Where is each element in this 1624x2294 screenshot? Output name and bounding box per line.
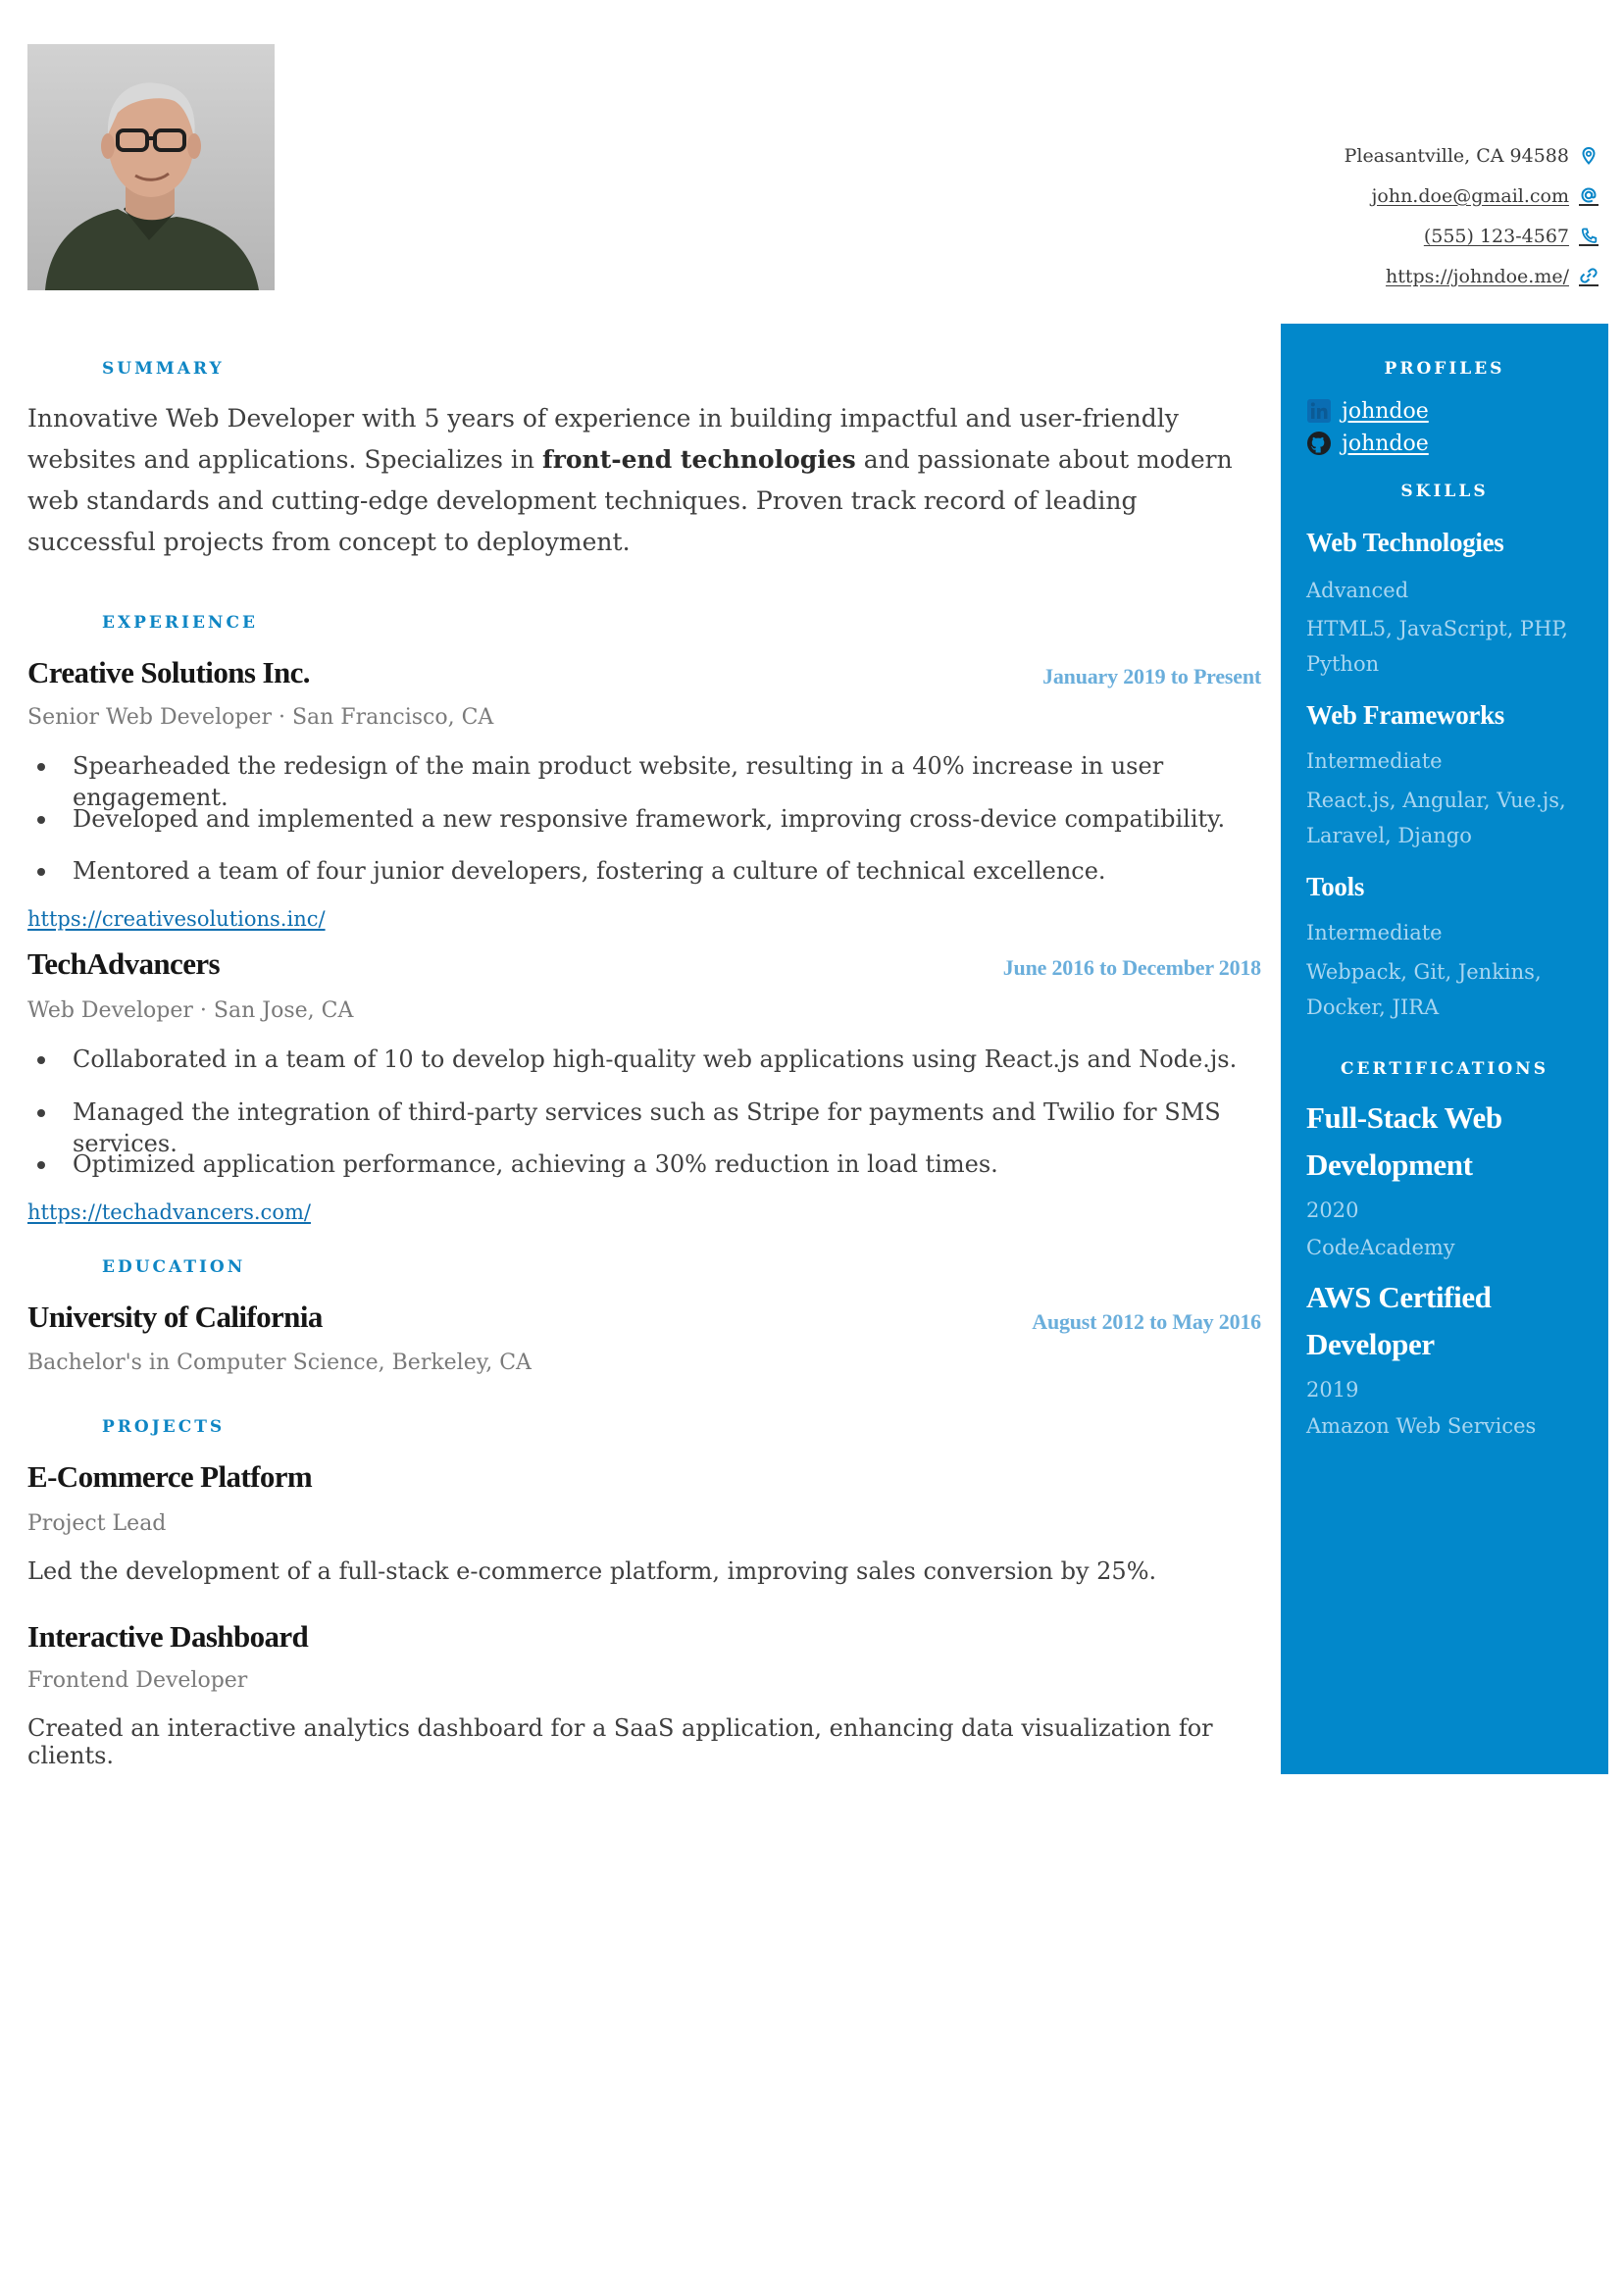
- certification-year: 2019: [1306, 1378, 1359, 1402]
- education-dates: August 2012 to May 2016: [1032, 1309, 1261, 1334]
- skill-keywords: Webpack, Git, Jenkins, Docker, JIRA: [1306, 960, 1542, 1019]
- certification-year: 2020: [1306, 1198, 1359, 1222]
- company-url-link[interactable]: https://creativesolutions.inc/: [27, 907, 326, 931]
- job-dates: January 2019 to Present: [1042, 664, 1261, 688]
- email-link[interactable]: john.doe@gmail.com: [1371, 184, 1569, 207]
- list-item: Developed and implemented a new responsive framework, improving cross-device compatibility.: [27, 803, 1263, 856]
- contact-phone: [1010, 216, 1599, 256]
- job-dates: June 2016 to December 2018: [1002, 955, 1261, 980]
- website-link[interactable]: https://johndoe.me/: [1386, 265, 1569, 287]
- list-item: Collaborated in a team of 10 to develop high-quality web applications using React.js and Node.js.: [27, 1044, 1263, 1096]
- list-item: Spearheaded the redesign of the main product website, resulting in a 40% increase in user engagement.: [27, 750, 1263, 803]
- person-portrait-icon: [27, 44, 275, 290]
- skill-level: Intermediate: [1306, 921, 1443, 944]
- education-heading: EDUCATION: [102, 1257, 246, 1277]
- list-item: Mentored a team of four junior developers, fostering a culture of technical excellence.: [27, 855, 1263, 908]
- company-name: TechAdvancers: [27, 946, 221, 981]
- project-name: Interactive Dashboard: [27, 1619, 309, 1654]
- contact-website: [1010, 256, 1599, 296]
- profile-photo: [27, 44, 275, 290]
- contact-location: [1010, 135, 1599, 176]
- sidebar: [1281, 324, 1608, 1774]
- job-role: Senior Web Developer · San Francisco, CA: [27, 705, 494, 730]
- company-url-link[interactable]: https://techadvancers.com/: [27, 1200, 311, 1224]
- phone-link[interactable]: (555) 123-4567: [1423, 225, 1569, 247]
- location-text: Pleasantville, CA 94588: [1344, 144, 1569, 167]
- degree-text: Bachelor's in Computer Science, Berkeley, CA: [27, 1351, 532, 1375]
- linkedin-profile-link[interactable]: johndoe: [1342, 398, 1429, 424]
- summary-text: [27, 398, 1263, 563]
- github-icon: [1306, 431, 1332, 456]
- skill-keywords: React.js, Angular, Vue.js, Laravel, Django: [1306, 789, 1566, 847]
- summary-heading: SUMMARY: [102, 359, 225, 379]
- project-description: Created an interactive analytics dashboard for a SaaS application, enhancing data visualization for clients.: [27, 1714, 1213, 1769]
- skill-name: Web Technologies: [1306, 528, 1504, 557]
- github-profile-link[interactable]: johndoe: [1342, 431, 1429, 456]
- skills-heading: SKILLS: [1400, 482, 1489, 501]
- skill-level: Intermediate: [1306, 749, 1443, 773]
- job-highlights: [27, 750, 1263, 908]
- summary-text-part: Innovative Web Developer with 5 years of experience in building impactful and user-friendly websites and applications. Specializes in: [27, 404, 1179, 474]
- project-name: E-Commerce Platform: [27, 1459, 313, 1494]
- at-sign-icon: [1579, 186, 1599, 206]
- skill-name: Web Frameworks: [1306, 700, 1505, 730]
- summary-bold-text: front-end technologies: [541, 445, 856, 474]
- phone-icon: [1579, 227, 1599, 246]
- certifications-heading: CERTIFICATIONS: [1341, 1059, 1548, 1079]
- project-description: Led the development of a full-stack e-commerce platform, improving sales conversion by 25%.: [27, 1557, 1157, 1585]
- skill-name: Tools: [1306, 872, 1365, 901]
- contact-info: [1010, 135, 1599, 296]
- job-highlights: [27, 1044, 1263, 1201]
- certification-name: AWS Certified Developer: [1306, 1280, 1492, 1361]
- list-item: Optimized application performance, achieving a 30% reduction in load times.: [27, 1148, 1263, 1201]
- certification-name: Full-Stack Web Development: [1306, 1100, 1502, 1182]
- linkedin-icon: [1306, 398, 1332, 424]
- certification-issuer: Amazon Web Services: [1306, 1414, 1537, 1438]
- company-name: Creative Solutions Inc.: [27, 655, 310, 689]
- certification-issuer: CodeAcademy: [1306, 1236, 1455, 1259]
- summary-text-part: and passionate about modern web standards and cutting-edge development techniques. Proven track record of leading successful projects from concept to deployment.: [27, 445, 1233, 556]
- profiles-heading: PROFILES: [1384, 359, 1505, 379]
- institution-name: University of California: [27, 1300, 323, 1334]
- list-item: Managed the integration of third-party services such as Stripe for payments and Twilio for SMS services.: [27, 1096, 1263, 1149]
- skill-keywords: HTML5, JavaScript, PHP, Python: [1306, 617, 1568, 676]
- link-icon: [1579, 267, 1599, 286]
- map-pin-icon: [1579, 146, 1599, 166]
- skill-level: Advanced: [1306, 579, 1409, 602]
- contact-email: [1010, 176, 1599, 216]
- project-role: Project Lead: [27, 1511, 167, 1536]
- profile-linkedin: [1306, 398, 1429, 424]
- project-role: Frontend Developer: [27, 1668, 248, 1693]
- job-role: Web Developer · San Jose, CA: [27, 998, 354, 1023]
- projects-heading: PROJECTS: [102, 1417, 226, 1437]
- experience-heading: EXPERIENCE: [102, 613, 258, 633]
- profile-github: [1306, 431, 1429, 456]
